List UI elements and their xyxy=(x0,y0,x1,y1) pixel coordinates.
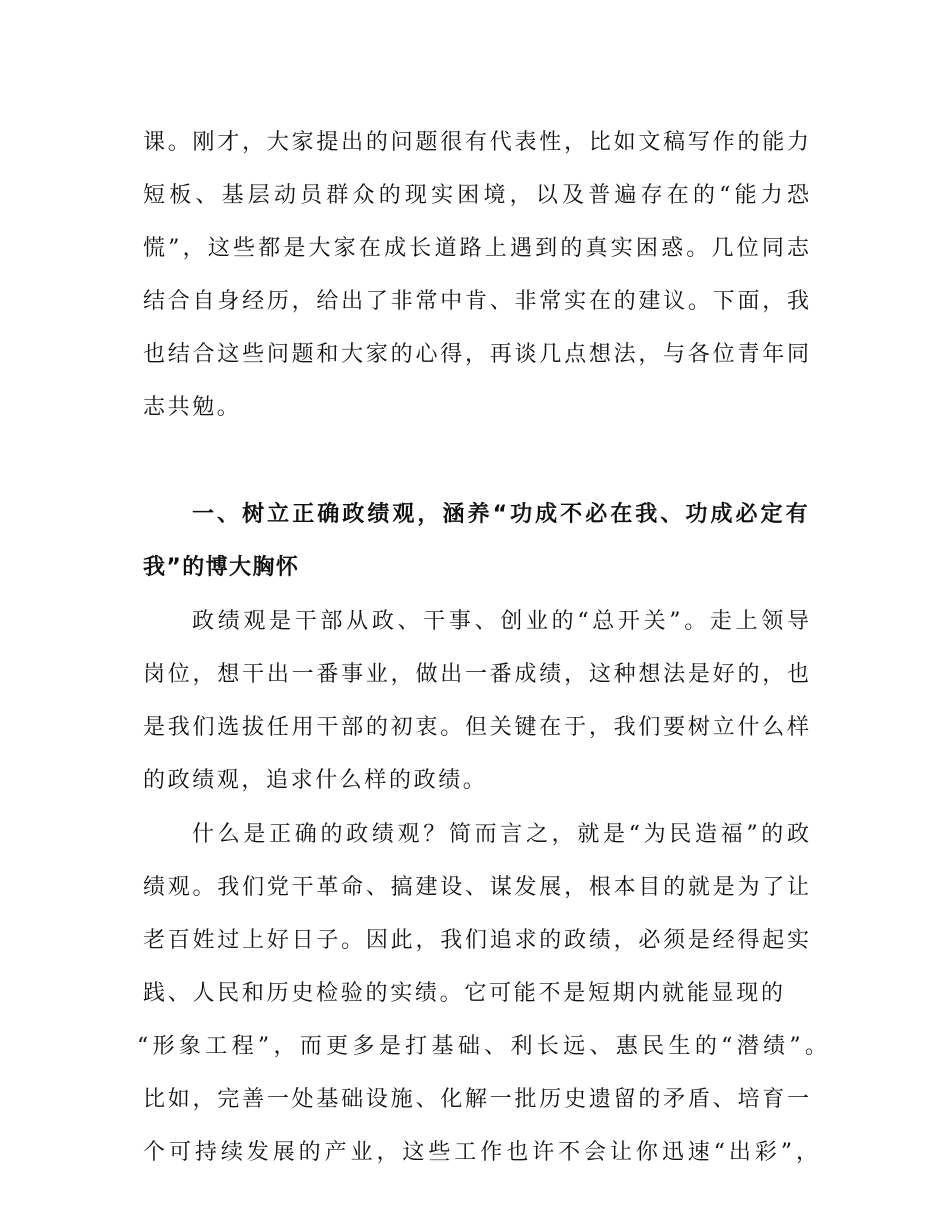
paragraph-line: 绩观。我们党干革命、搞建设、谋发展，根本目的就是为了让 xyxy=(143,875,809,900)
paragraph-line: 什么是正确的政绩观？简而言之，就是“为民造福”的政 xyxy=(192,822,809,847)
paragraph-line: 的政绩观，追求什么样的政绩。 xyxy=(143,768,488,793)
paragraph-line: 志共勉。 xyxy=(143,395,242,420)
paragraph-line: 慌”，这些都是大家在成长道路上遇到的真实困惑。几位同志 xyxy=(143,236,809,261)
paragraph-line: 课。刚才，大家提出的问题很有代表性，比如文稿写作的能力 xyxy=(143,130,809,155)
paragraph-line: 个可持续发展的产业，这些工作也许不会让你迅速“出彩”， xyxy=(143,1140,818,1165)
paragraph-line: 老百姓过上好日子。因此，我们追求的政绩，必须是经得起实 xyxy=(143,928,809,953)
paragraph-line: 结合自身经历，给出了非常中肯、非常实在的建议。下面，我 xyxy=(143,289,809,314)
paragraph-line: 是我们选拔任用干部的初衷。但关键在于，我们要树立什么样 xyxy=(143,715,809,740)
paragraph-line: 践、人民和历史检验的实绩。它可能不是短期内就能显现的 xyxy=(143,981,783,1006)
paragraph-line: 比如，完善一处基础设施、化解一批历史遗留的矛盾、培育一 xyxy=(143,1087,809,1112)
section-heading: 一、树立正确政绩观，涵养“功成不必在我、功成必定有 xyxy=(192,502,809,527)
section-heading: 我”的博大胸怀 xyxy=(143,555,300,580)
paragraph-line: “形象工程”，而更多是打基础、利长远、惠民生的“潜绩”。 xyxy=(137,1034,827,1059)
paragraph-line: 也结合这些问题和大家的心得，再谈几点想法，与各位青年同 xyxy=(143,342,809,367)
paragraph-line: 岗位，想干出一番事业，做出一番成绩，这种想法是好的，也 xyxy=(143,662,809,687)
paragraph-line: 政绩观是干部从政、干事、创业的“总开关”。走上领导 xyxy=(192,609,809,634)
paragraph-line: 短板、基层动员群众的现实困境，以及普遍存在的“能力恐 xyxy=(143,183,809,208)
